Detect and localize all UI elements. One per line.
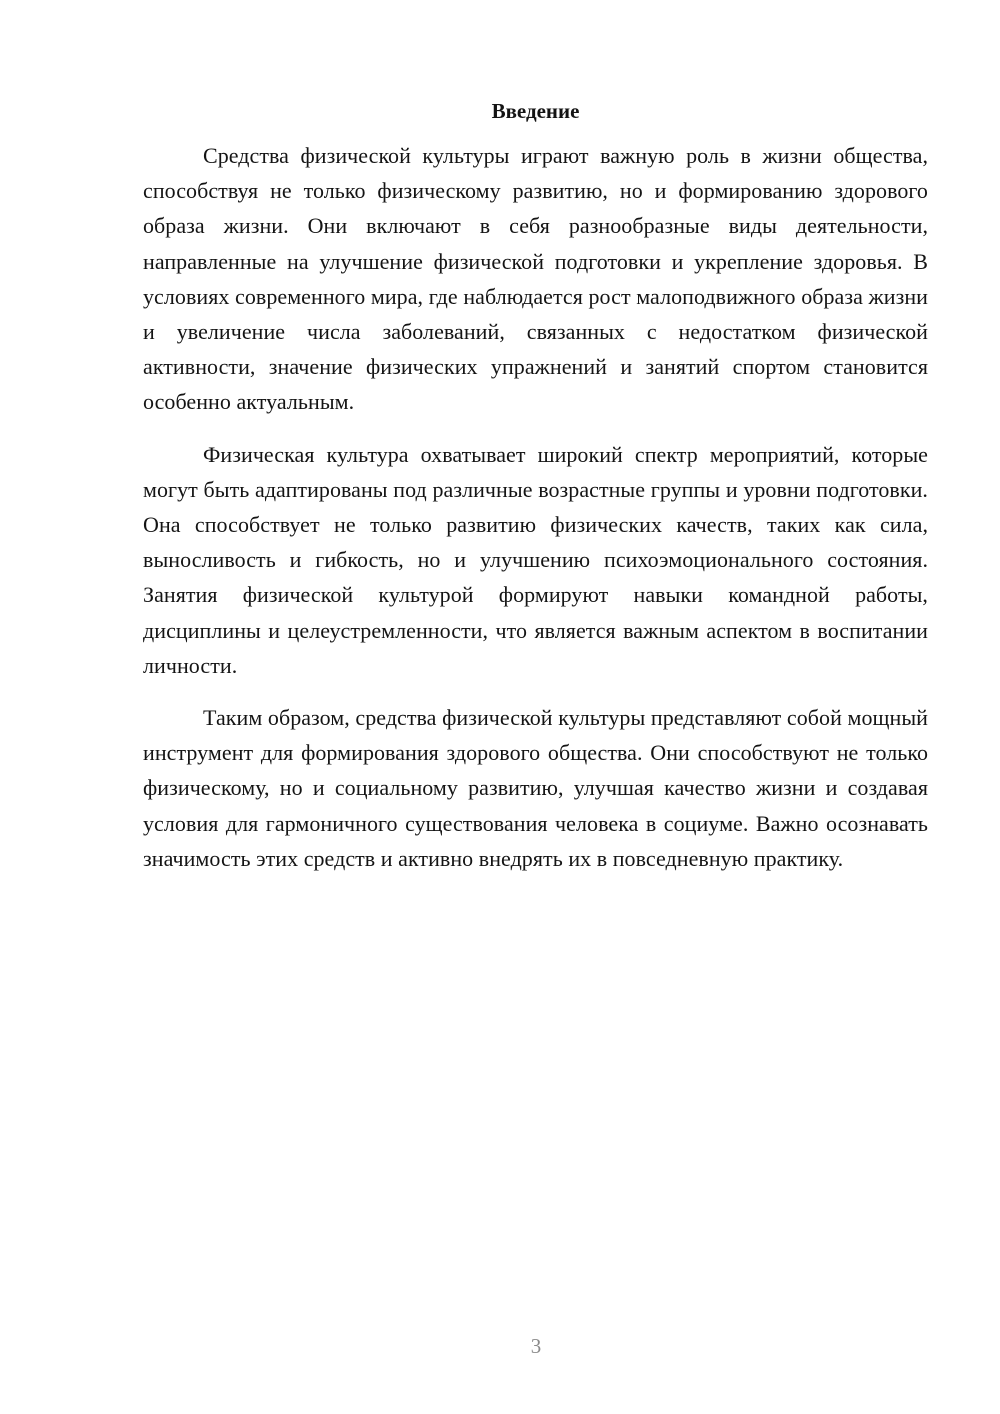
paragraph-2: Физическая культура охватывает широкий спектр мероприятий, которые могут быть адаптированы под различные возрастные группы и уровни подготовки. Она способствует не только развитию физических качеств, таких как сила, выносливость и гибкость, но и улучшению психоэмоционального состояния. Занятия физической культурой формируют навыки командной работы, дисциплины и целеустремленности, что является важным аспектом в воспитании личности.	[143, 441, 928, 678]
page-number: 3	[530, 1334, 542, 1358]
section-heading: Введение	[491, 99, 580, 123]
document-body	[143, 96, 928, 893]
paragraph-1: Средства физической культуры играют важную роль в жизни общества, способствуя не только физическому развитию, но и формированию здорового образа жизни. Они включают в себя разнообразные виды деятельности, направленные на улучшение физической подготовки и укрепление здоровья. В условиях современного мира, где наблюдается рост малоподвижного образа жизни и увеличение числа заболеваний, связанных с недостатком физической активности, значение физических упражнений и занятий спортом становится особенно актуальным.	[143, 143, 928, 415]
paragraph-3: Таким образом, средства физической культуры представляют собой мощный инструмент для формирования здорового общества. Они способствуют не только физическому, но и социальному развитию, улучшая качество жизни и создавая условия для гармоничного существования человека в социуме. Важно осознавать значимость этих средств и активно внедрять их в повседневную практику.	[143, 705, 928, 871]
